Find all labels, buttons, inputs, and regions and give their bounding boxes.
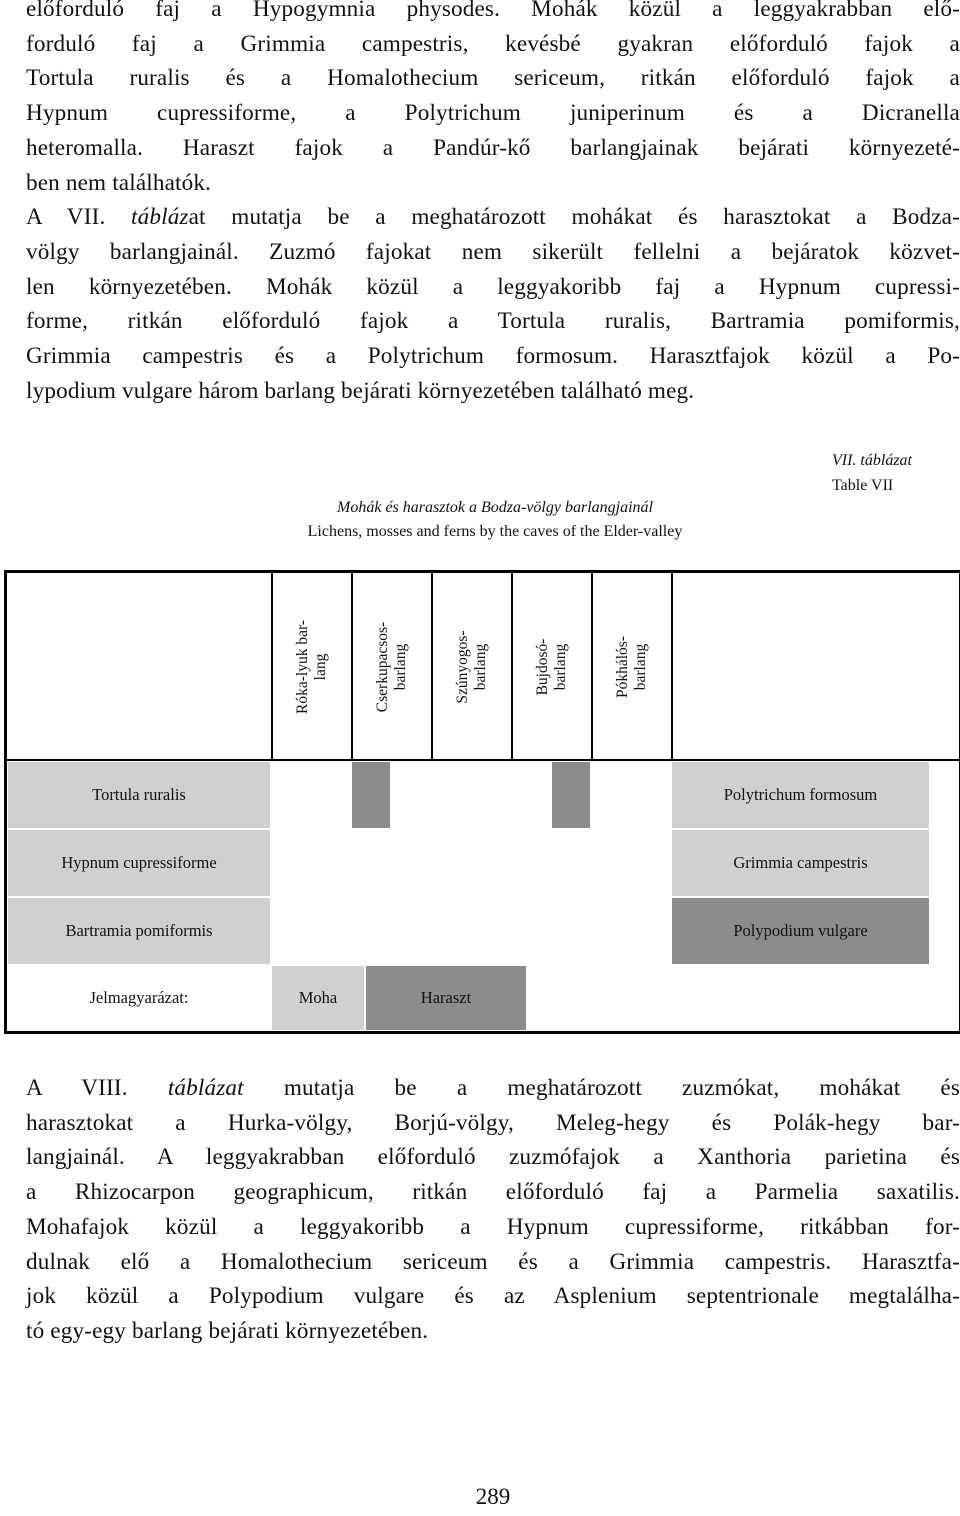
text-run: mutatja be a meghatározott zuzmókat, mohákat és [243, 1075, 960, 1101]
text-line: tó egy-egy barlang bejárati környezetében. [26, 1317, 429, 1344]
species-label: Polypodium vulgare [671, 897, 930, 965]
header-line: Róka-lyuk bar- [294, 620, 311, 714]
header-line: barlang [392, 643, 409, 691]
legend-title: Jelmagyarázat: [7, 965, 271, 1031]
legend-moha: Moha [271, 965, 365, 1031]
text-run: A VII. [26, 204, 132, 231]
legend-haraszt: Haraszt [365, 965, 527, 1031]
presence-cell [271, 829, 311, 897]
italic-text: tábláz [131, 204, 189, 231]
column-header-cserkupacsos [352, 573, 432, 761]
species-table [4, 570, 960, 1034]
presence-cell [431, 761, 471, 829]
header-line: Szúnyogos- [454, 630, 471, 704]
text-line: Mohafajok közül a leggyakoribb a Hypnum cupressiforme, ritkábban for- [26, 1213, 960, 1240]
presence-cell [591, 897, 631, 965]
column-header-bujdoso [512, 573, 592, 761]
text-line: dulnak elő a Homalothecium sericeum és a Grimmia campestris. Harasztfa- [26, 1248, 960, 1275]
text-line: langjainál. A leggyakrabban előforduló zuzmófajok a Xanthoria parietina és [26, 1144, 960, 1171]
presence-cell [591, 761, 631, 829]
text-line: Grimmia campestris és a Polytrichum formosum. Harasztfajok közül a Po- [26, 343, 960, 370]
presence-cell [631, 897, 671, 965]
presence-cell [471, 829, 511, 897]
page-number: 289 [475, 1484, 511, 1509]
table-title: Mohák és harasztok a Bodza-völgy barlangjainál [337, 499, 653, 516]
presence-cell [351, 761, 391, 829]
italic-text: táblázat [167, 1075, 244, 1101]
presence-cell [511, 761, 551, 829]
presence-cell [511, 897, 551, 965]
presence-cell [391, 761, 431, 829]
text-line: forme, ritkán előforduló fajok a Tortula ruralis, Bartramia pomiformis, [26, 308, 960, 335]
table-number-english: Table VII [832, 477, 894, 494]
species-label: Bartramia pomiformis [7, 897, 271, 965]
text-line: heteromalla. Haraszt fajok a Pandúr-kő barlangjainak bejárati környezeté- [26, 134, 960, 161]
species-label: Polytrichum formosum [671, 761, 930, 829]
paragraph-intro [26, 0, 960, 408]
text-line: előforduló faj a Hypogymnia physodes. Mohák közül a leggyakrabban elő- [26, 0, 960, 22]
text-line: harasztokat a Hurka-völgy, Borjú-völgy, Meleg-hegy és Polák-hegy bar- [26, 1109, 960, 1136]
paragraph-table-viii [26, 1071, 960, 1349]
presence-cell [311, 761, 351, 829]
text-line: Tortula ruralis és a Homalothecium sericeum, ritkán előforduló fajok a [26, 65, 960, 92]
header-line: barlang [632, 643, 649, 691]
presence-cell [551, 897, 591, 965]
header-line: lang [312, 653, 329, 681]
presence-cell [631, 761, 671, 829]
presence-cell [591, 829, 631, 897]
presence-cell [271, 897, 311, 965]
text-line: völgy barlangjainál. Zuzmó fajokat nem sikerült fellelni a bejáratok közvet- [26, 238, 960, 265]
column-header-pokhalos [592, 573, 672, 761]
presence-cell [631, 829, 671, 897]
text-line: a Rhizocarpon geographicum, ritkán előforduló faj a Parmelia saxatilis. [26, 1179, 960, 1206]
presence-cell [471, 761, 511, 829]
presence-cell [391, 829, 431, 897]
header-line: barlang [472, 643, 489, 691]
column-header-text [614, 582, 650, 752]
presence-cell [311, 829, 351, 897]
column-header-text [294, 582, 330, 752]
header-line: Bujdosó- [534, 638, 551, 696]
column-header-szunyogos [432, 573, 512, 761]
presence-cell [271, 761, 311, 829]
header-line: Cserkupacsos- [374, 621, 391, 713]
text-line: forduló faj a Grimmia campestris, kevésbé gyakran előforduló fajok a [26, 30, 960, 57]
column-header-text [454, 582, 490, 752]
presence-cell [551, 761, 591, 829]
presence-cell [351, 829, 391, 897]
header-line: barlang [552, 643, 569, 691]
presence-cell [351, 897, 391, 965]
header-line: Pókhálós- [614, 636, 631, 698]
table-title-english: Lichens, mosses and ferns by the caves of the Elder-valley [307, 523, 683, 540]
text-line [26, 1071, 960, 1106]
text-run: at mutatja be a meghatározott mohákat és harasztokat a Bodza- [188, 204, 960, 231]
text-line: ben nem találhatók. [26, 169, 212, 196]
column-header-roka-lyuk [272, 573, 352, 761]
text-line: len környezetében. Mohák közül a leggyakoribb faj a Hypnum cupressi- [26, 273, 960, 300]
presence-cell [551, 829, 591, 897]
presence-cell [511, 829, 551, 897]
text-line: lypodium vulgare három barlang bejárati környezetében található meg. [26, 377, 695, 404]
text-line: Hypnum cupressiforme, a Polytrichum juniperinum és a Dicranella [26, 100, 960, 127]
column-header-text [534, 582, 570, 752]
text-line: jok közül a Polypodium vulgare és az Asplenium septentrionale megtalálha- [26, 1283, 960, 1310]
presence-cell [391, 897, 431, 965]
species-label: Hypnum cupressiforme [7, 829, 271, 897]
presence-cell [471, 897, 511, 965]
presence-cell [311, 897, 351, 965]
presence-cell [431, 829, 471, 897]
presence-cell [431, 897, 471, 965]
table-number: VII. táblázat [832, 452, 912, 469]
text-run: A VIII. [26, 1075, 168, 1101]
species-label: Grimmia campestris [671, 829, 930, 897]
text-line [26, 200, 960, 235]
column-header-text [374, 582, 410, 752]
species-label: Tortula ruralis [7, 761, 271, 829]
